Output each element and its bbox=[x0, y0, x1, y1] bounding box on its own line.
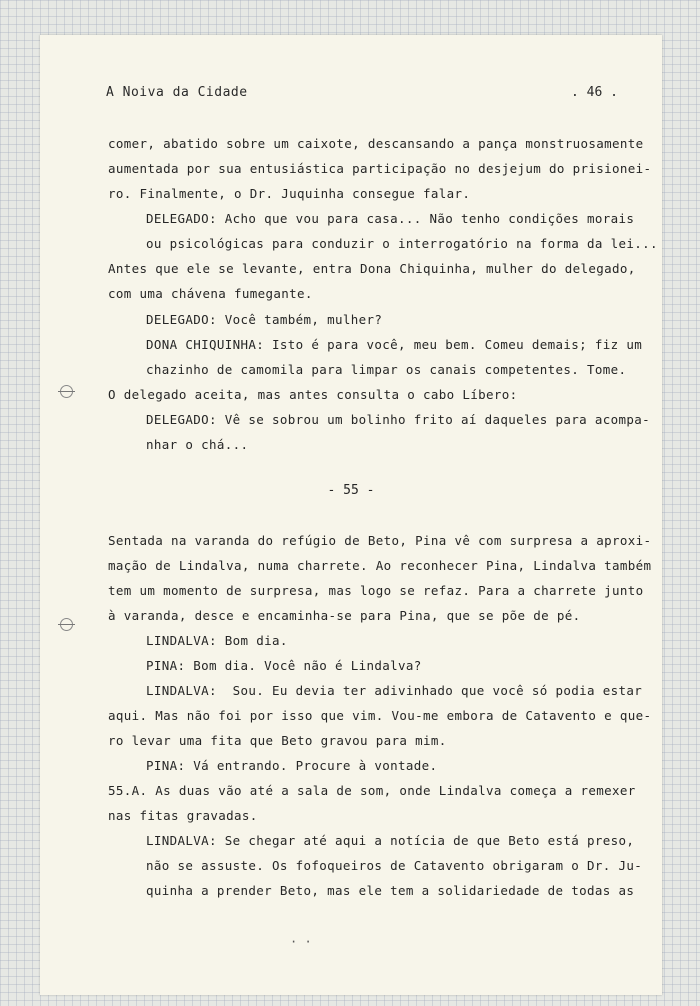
text-line: ro levar uma fita que Beto gravou para mim. bbox=[108, 733, 447, 748]
punch-hole-icon bbox=[60, 618, 73, 631]
text-line: Sentada na varanda do refúgio de Beto, Pina vê com surpresa a aproxi- bbox=[108, 533, 652, 548]
text-line: aumentada por sua entusiástica participação no desjejum do prisionei- bbox=[108, 161, 652, 176]
text-line: à varanda, desce e encaminha-se para Pina, que se põe de pé. bbox=[108, 608, 581, 623]
dialogue-line: LINDALVA: Bom dia. bbox=[146, 633, 288, 648]
dialogue-line: ou psicológicas para conduzir o interrogatório na forma da lei... bbox=[146, 236, 658, 251]
dialogue-line: PINA: Bom dia. Você não é Lindalva? bbox=[146, 658, 422, 673]
page-header bbox=[106, 85, 618, 105]
punch-hole-icon bbox=[60, 385, 73, 398]
text-line: comer, abatido sobre um caixote, descansando a pança monstruosamente bbox=[108, 136, 644, 151]
text-line: Antes que ele se levante, entra Dona Chiquinha, mulher do delegado, bbox=[108, 261, 636, 276]
dialogue-line: DELEGADO: Acho que vou para casa... Não tenho condições morais bbox=[146, 211, 635, 226]
text-line: mação de Lindalva, numa charrete. Ao reconhecer Pina, Lindalva também bbox=[108, 558, 652, 573]
dialogue-line: LINDALVA: Sou. Eu devia ter adivinhado que você só podia estar bbox=[146, 683, 643, 698]
text-line: O delegado aceita, mas antes consulta o cabo Líbero: bbox=[108, 387, 518, 402]
page-number: . 46 . bbox=[571, 85, 618, 100]
dialogue-line: DELEGADO: Vê se sobrou um bolinho frito aí daqueles para acompa- bbox=[146, 412, 651, 427]
text-line: ro. Finalmente, o Dr. Juquinha consegue falar. bbox=[108, 186, 471, 201]
dialogue-line: nhar o chá... bbox=[146, 437, 249, 452]
text-line: com uma chávena fumegante. bbox=[108, 286, 313, 301]
dialogue-line: não se assuste. Os fofoqueiros de Catavento obrigaram o Dr. Ju- bbox=[146, 858, 643, 873]
footer-dots: · · bbox=[290, 935, 312, 949]
text-line: aqui. Mas não foi por isso que vim. Vou-me embora de Catavento e que- bbox=[108, 708, 652, 723]
dialogue-line: LINDALVA: Se chegar até aqui a notícia de que Beto está preso, bbox=[146, 833, 635, 848]
dialogue-line: PINA: Vá entrando. Procure à vontade. bbox=[146, 758, 438, 773]
text-line: tem um momento de surpresa, mas logo se refaz. Para a charrete junto bbox=[108, 583, 644, 598]
header-title: A Noiva da Cidade bbox=[106, 85, 248, 100]
dialogue-line: chazinho de camomila para limpar os canais competentes. Tome. bbox=[146, 362, 627, 377]
scene-subsection-line: 55.A. As duas vão até a sala de som, onde Lindalva começa a remexer bbox=[108, 783, 636, 798]
dialogue-line: DONA CHIQUINHA: Isto é para você, meu bem. Comeu demais; fiz um bbox=[146, 337, 643, 352]
dialogue-line: DELEGADO: Você também, mulher? bbox=[146, 312, 383, 327]
scene-marker: - 55 - bbox=[327, 483, 375, 498]
text-line: nas fitas gravadas. bbox=[108, 808, 258, 823]
typewritten-page bbox=[40, 35, 662, 995]
dialogue-line: quinha a prender Beto, mas ele tem a solidariedade de todas as bbox=[146, 883, 635, 898]
